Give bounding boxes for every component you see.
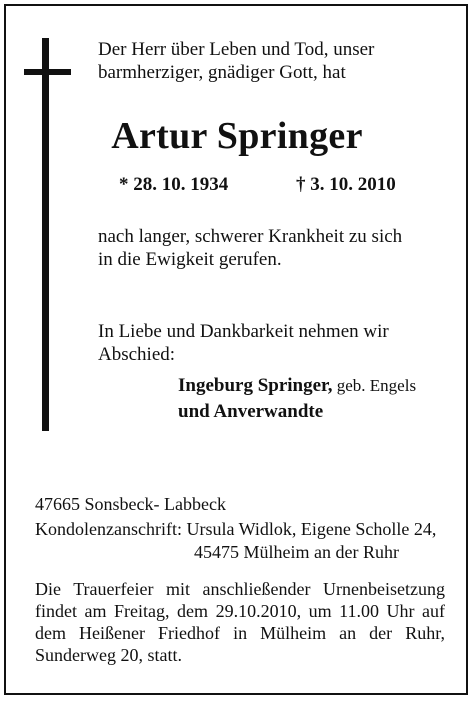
farewell-line-1: In Liebe und Dankbarkeit nehmen wir bbox=[98, 321, 389, 342]
secondary-signers: und Anverwandte bbox=[178, 401, 324, 422]
service-line-3: dem Heißener Friedhof in Mülheim an der Ruhr, bbox=[35, 623, 445, 643]
deceased-name: Artur Springer bbox=[111, 115, 363, 157]
primary-signer-maiden-name: geb. Engels bbox=[332, 376, 417, 395]
condolence-address-line-1: Kondolenzanschrift: Ursula Widlok, Eigene Scholle 24, bbox=[35, 519, 437, 539]
service-line-4: Sunderweg 20, statt. bbox=[35, 645, 182, 665]
cross-vertical-bar bbox=[42, 38, 49, 431]
farewell-text bbox=[98, 320, 389, 366]
primary-signer-name: Ingeburg Springer, bbox=[178, 375, 333, 396]
farewell-line-2: Abschied: bbox=[98, 344, 176, 365]
birth-date: * 28. 10. 1934 bbox=[119, 174, 229, 195]
service-line-1: Die Trauerfeier mit anschließender Urnenbeisetzung bbox=[35, 579, 445, 599]
condolence-address-line-2: 45475 Mülheim an der Ruhr bbox=[194, 542, 399, 562]
funeral-service-text bbox=[35, 578, 445, 666]
intro-text bbox=[98, 38, 374, 84]
called-line-2: in die Ewigkeit gerufen. bbox=[98, 249, 282, 270]
intro-line-1: Der Herr über Leben und Tod, unser bbox=[98, 39, 375, 60]
called-text bbox=[98, 225, 402, 271]
signers bbox=[178, 373, 416, 425]
family-address: 47665 Sonsbeck- Labbeck bbox=[35, 494, 226, 514]
service-line-2: findet am Freitag, dem 29.10.2010, um 11.00 Uhr auf bbox=[35, 601, 445, 621]
intro-line-2: barmherziger, gnädiger Gott, hat bbox=[98, 62, 346, 83]
cross-horizontal-bar bbox=[24, 69, 71, 75]
called-line-1: nach langer, schwerer Krankheit zu sich bbox=[98, 226, 403, 247]
primary-signer bbox=[178, 373, 416, 399]
death-date: † 3. 10. 2010 bbox=[296, 174, 396, 195]
